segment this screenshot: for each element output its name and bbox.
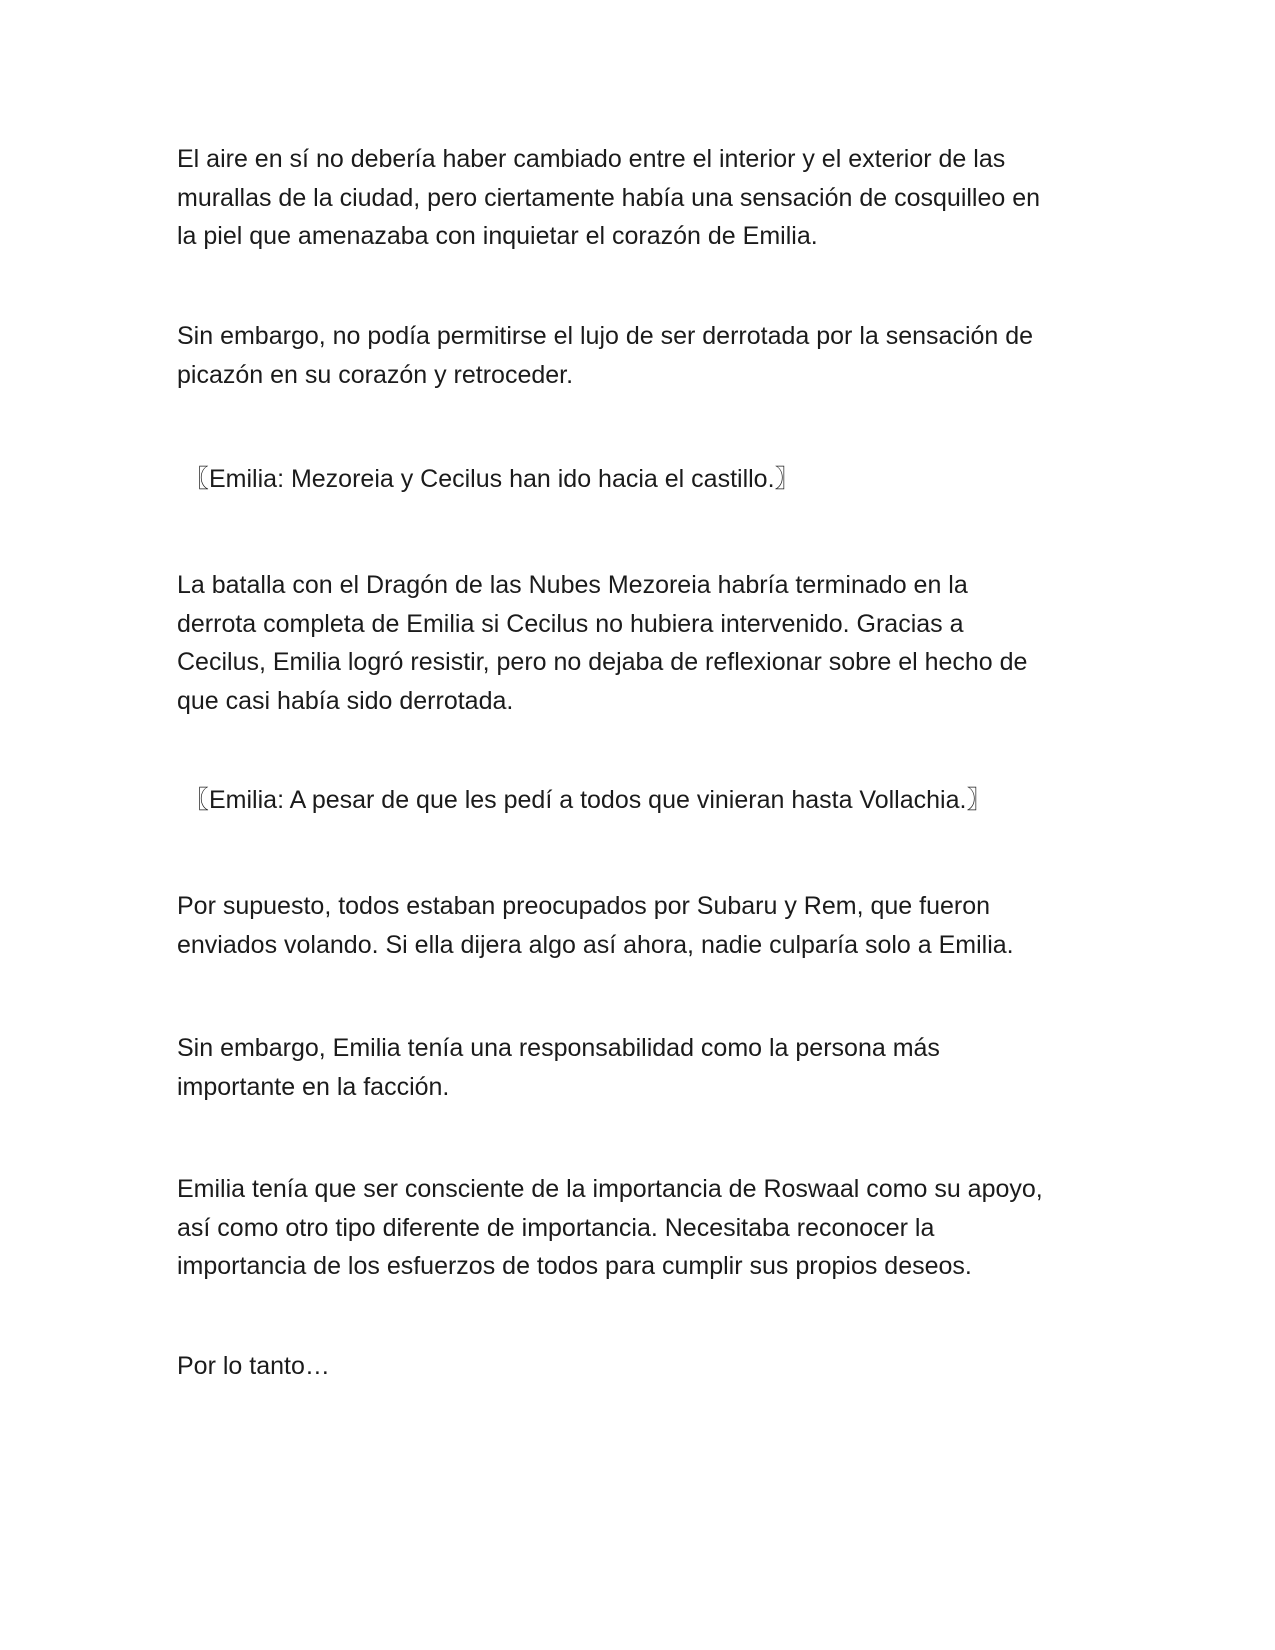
dialogue-line-1: 〖Emilia: Mezoreia y Cecilus han ido hacia el castillo.〗 [184,465,800,493]
paragraph-4: Por supuesto, todos estaban preocupados por Subaru y Rem, que fueron enviados volando. Si ella dijera algo así ahora, nadie culparía solo a Emilia. [177,892,1014,959]
dialogue-line-2: 〖Emilia: A pesar de que les pedí a todos que vinieran hasta Vollachia.〗 [184,786,992,814]
paragraph-3: La batalla con el Dragón de las Nubes Mezoreia habría terminado en la derrota completa de Emilia si Cecilus no hubiera intervenido. Gracias a Cecilus, Emilia logró resistir, pero no dejaba de reflexionar sobre el hecho de que casi había sido derrotada. [177,571,1028,715]
paragraph-2: Sin embargo, no podía permitirse el lujo de ser derrotada por la sensación de picazón en su corazón y retroceder. [177,322,1034,389]
paragraph-1: El aire en sí no debería haber cambiado entre el interior y el exterior de las murallas de la ciudad, pero ciertamente había una sensación de cosquilleo en la piel que amenazaba con inquietar el corazón de Emilia. [177,145,1041,250]
paragraph-6: Emilia tenía que ser consciente de la importancia de Roswaal como su apoyo, así como otro tipo diferente de importancia. Necesitaba reconocer la importancia de los esfuerzos de todos para cumplir sus propios deseos. [177,1175,1043,1280]
paragraph-7: Por lo tanto… [177,1352,330,1380]
paragraph-5: Sin embargo, Emilia tenía una responsabilidad como la persona más importante en la facción. [177,1034,940,1101]
